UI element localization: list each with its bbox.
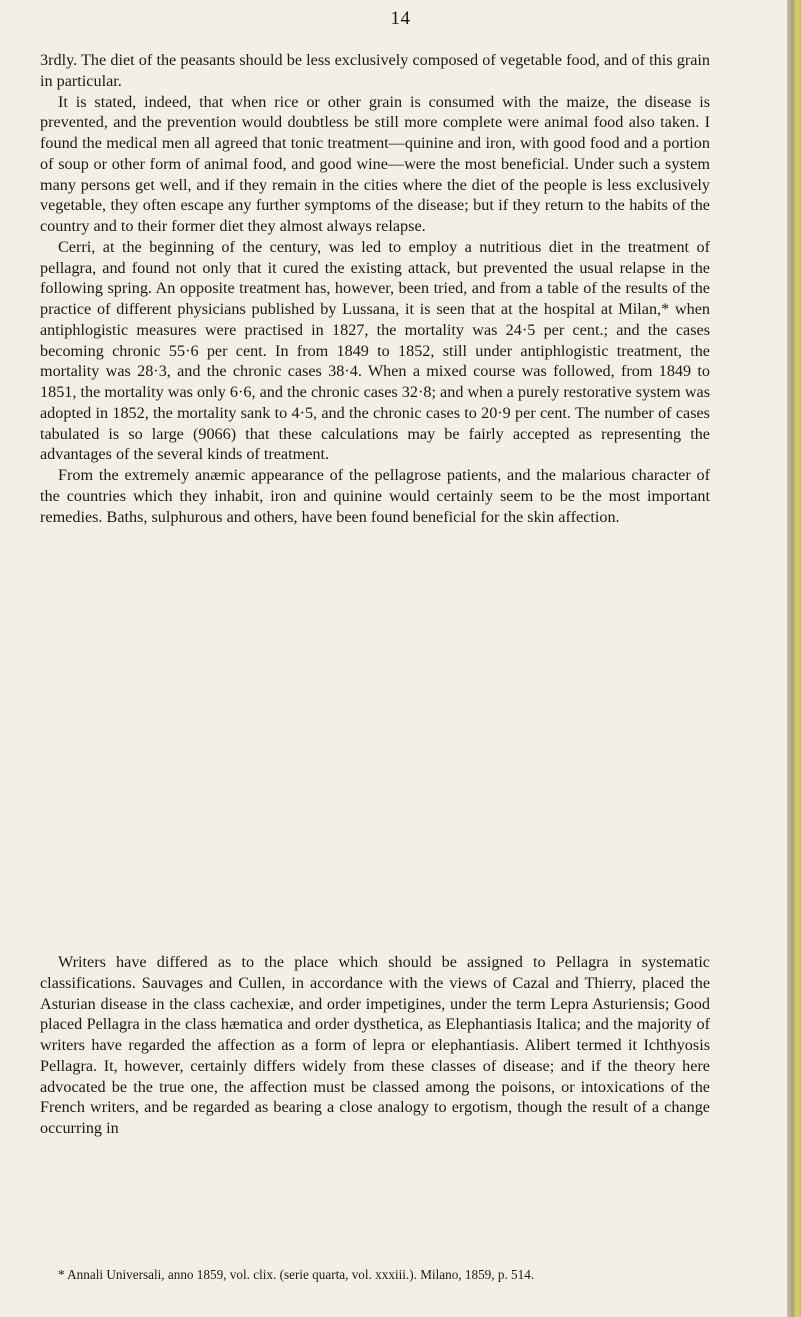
page-number: 14 bbox=[390, 8, 411, 29]
body-text-section-2 bbox=[40, 952, 710, 1139]
paragraph-remedies: From the extremely anæmic appearance of the pellagrose patients, and the malarious character of the countries which they inhabit, iron and quinine would certainly seem to be the most important remedies. Baths, sulphurous and others, have been found beneficial for the skin affection. bbox=[40, 466, 710, 526]
paragraph-diet: 3rdly. The diet of the peasants should be less exclusively composed of vegetable food, and of this grain in particular. bbox=[40, 51, 710, 90]
paragraph-prevention: It is stated, indeed, that when rice or other grain is consumed with the maize, the disease is prevented, and the prevention would doubtless be still more complete were animal food also taken. I found the medical men all agreed that tonic treatment—quinine and iron, with good food and a portion of soup or other form of animal food, and good wine—were the most beneficial. Under such a system many persons get well, and if they remain in the cities where the diet of the people is less exclusively vegetable, they often escape any further symptoms of the disease; but if they return to the habits of the country and to their former diet they almost always relapse. bbox=[40, 92, 710, 235]
paragraph-classification: Writers have differed as to the place which should be assigned to Pellagra in systematic classifications. Sauvages and Cullen, in accordance with the views of Cazal and Thierry, placed the Asturian disease in the class cachexiæ, and order impetigines, under the term Lepra Asturiensis; Good placed Pellagra in the class hæmatica and order dysthetica, as Elephantiasis Italica; and the majority of writers have regarded the affection as a form of lepra or elephantiasis. Alibert termed it Ichthyosis Pellagra. It, however, certainly differs widely from these classes of disease; and if the theory here advocated be the true one, the affection must be classed among the poisons, or intoxications of the French writers, and be regarded as bearing a close analogy to ergotism, though the result of a change occurring in bbox=[40, 953, 710, 1137]
body-text-section-1 bbox=[40, 50, 710, 527]
page-edge-binding bbox=[787, 0, 801, 1317]
footnote bbox=[40, 1267, 710, 1282]
paragraph-cerri-treatment: Cerri, at the beginning of the century, was led to employ a nutritious diet in the treatment of pellagra, and found not only that it cured the existing attack, but prevented the usual relapse in the following spring. An opposite treatment has, however, been tried, and from a table of the results of the practice of different physicians published by Lussana, it is seen that at the hospital at Milan,* when antiphlogistic measures were practised in 1827, the mortality was 24·5 per cent.; and the cases becoming chronic 55·6 per cent. In from 1849 to 1852, still under antiphlogistic treatment, the mortality was 28·3, and the chronic cases 38·4. When a mixed course was followed, from 1849 to 1851, the mortality was only 6·6, and the chronic cases 32·8; and when a purely restorative system was adopted in 1852, the mortality sank to 4·5, and the chronic cases to 20·9 per cent. The number of cases tabulated is so large (9066) that these calculations may be fairly accepted as representing the advantages of the several kinds of treatment. bbox=[40, 237, 710, 464]
footnote-text: * Annali Universali, anno 1859, vol. clix. (serie quarta, vol. xxxiii.). Milano, 1859, p. 514. bbox=[58, 1267, 535, 1282]
